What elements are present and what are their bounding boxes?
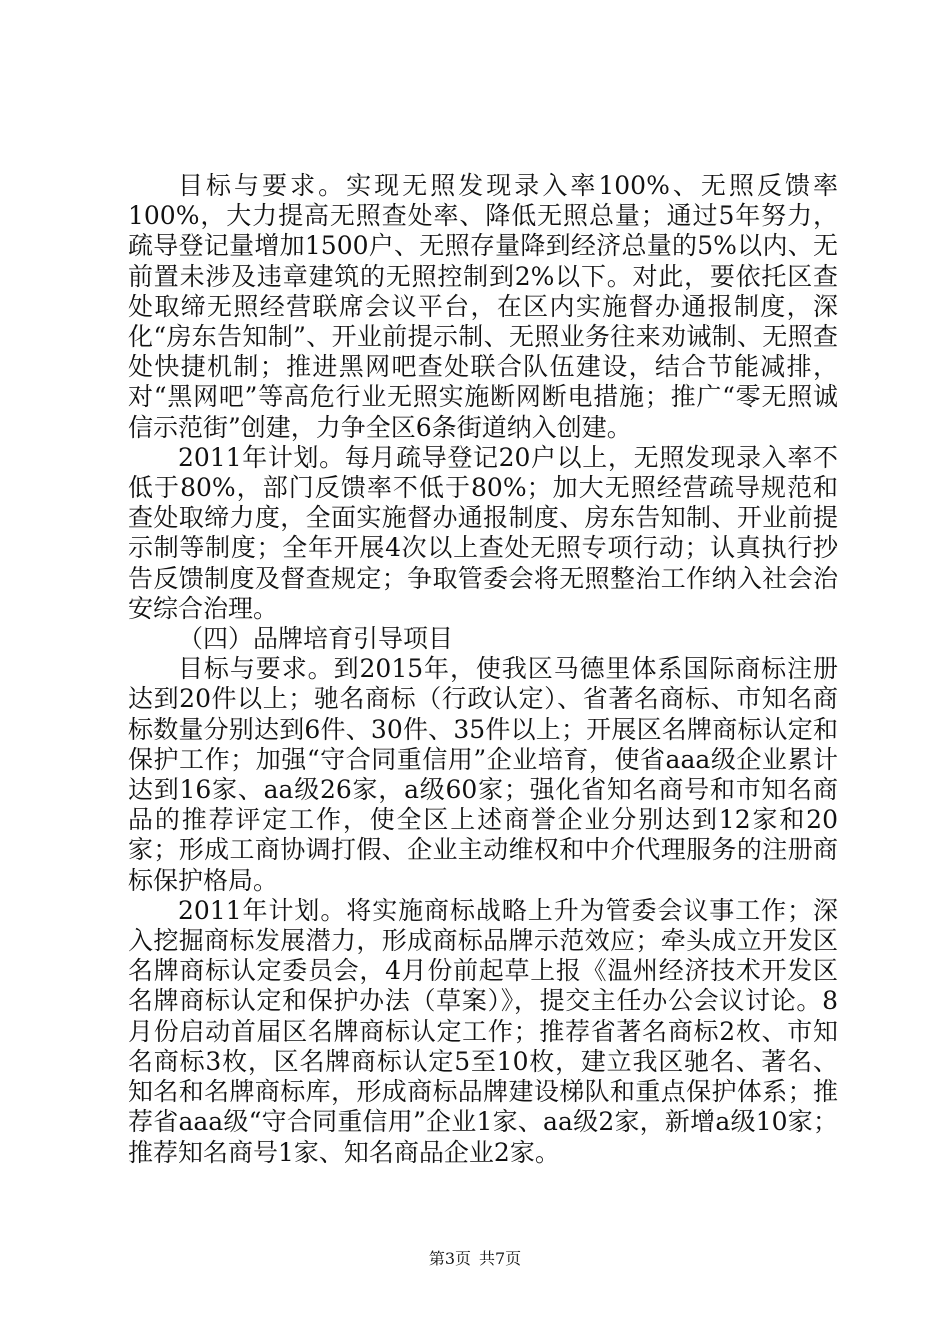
- page-footer: [0, 1246, 950, 1269]
- document-body: [128, 171, 838, 1168]
- page-total: 共7页: [479, 1249, 522, 1268]
- paragraph-plan-2011-brand: 2011年计划。将实施商标战略上升为管委会议事工作；深入挖掘商标发展潜力，形成商标品牌示范效应；牵头成立开发区名牌商标认定委员会，4月份前起草上报《温州经济技术开发区名牌商标认定和保护办法（草案）》，提交主任办公会议讨论。8月份启动首届区名牌商标认定工作；推荐省著名商标2枚、市知名商标3枚，区名牌商标认定5至10枚，建立我区驰名、著名、知名和名牌商标库，形成商标品牌建设梯队和重点保护体系；推荐省aaa级“守合同重信用”企业1家、aa级2家，新增a级10家；推荐知名商号1家、知名商品企业2家。: [128, 895, 838, 1167]
- section-heading-brand: （四）品牌培育引导项目: [178, 624, 454, 654]
- paragraph-plan-2011-unlicensed: 2011年计划。每月疏导登记20户以上，无照发现录入率不低于80%，部门反馈率不低于80%；加大无照经营疏导规范和查处取缔力度，全面实施督办通报制度、房东告知制、开业前提示制等制度；全年开展4次以上查处无照专项行动；认真执行抄告反馈制度及督查规定；争取管委会将无照整治工作纳入社会治安综合治理。: [128, 442, 838, 623]
- paragraph-goals-unlicensed: 目标与要求。实现无照发现录入率100%、无照反馈率100%，大力提高无照查处率、降低无照总量；通过5年努力，疏导登记量增加1500户、无照存量降到经济总量的5%以内、无前置未涉及违章建筑的无照控制到2%以下。对此，要依托区查处取缔无照经营联席会议平台，在区内实施督办通报制度，深化“房东告知制”、开业前提示制、无照业务往来劝诫制、无照查处快捷机制；推进黑网吧查处联合队伍建设，结合节能减排，对“黑网吧”等高危行业无照实施断网断电措施；推广“零无照诚信示范街”创建，力争全区6条街道纳入创建。: [128, 171, 838, 442]
- paragraph-goals-brand: 目标与要求。到2015年，使我区马德里体系国际商标注册达到20件以上；驰名商标（行政认定）、省著名商标、市知名商标数量分别达到6件、30件、35件以上；开展区名牌商标认定和保护工作；加强“守合同重信用”企业培育，使省aaa级企业累计达到16家、aa级26家，a级60家；强化省知名商号和市知名商品的推荐评定工作，使全区上述商誉企业分别达到12家和20家；形成工商协调打假、企业主动维权和中介代理服务的注册商标保护格局。: [128, 654, 838, 895]
- page-number: 第3页: [428, 1249, 471, 1268]
